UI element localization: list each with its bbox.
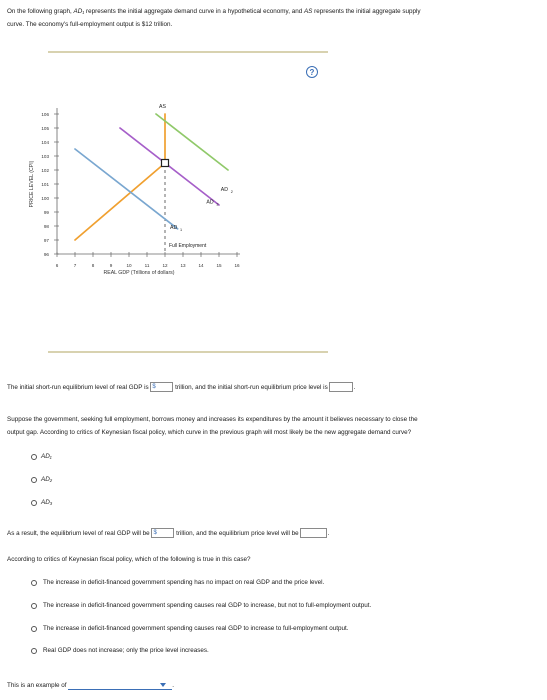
- question-new-ad-curve: [7, 413, 542, 439]
- radio-price-only[interactable]: [31, 648, 37, 654]
- y-tick-label: 102: [41, 168, 49, 173]
- ad3-label-subscript: 3: [216, 202, 219, 207]
- example-of-dropdown[interactable]: [68, 681, 172, 690]
- dollar-prefix: $: [152, 384, 156, 391]
- ad2-label: AD: [220, 187, 229, 193]
- y-axis-title: PRICE LEVEL (CPI): [29, 160, 35, 208]
- q5-period: .: [172, 682, 174, 689]
- divider-bottom: [48, 351, 328, 353]
- x-tick-label: 11: [144, 263, 150, 268]
- q1-text: trillion, and the initial short-run equilibrium price level is: [173, 384, 330, 391]
- radio-ad3[interactable]: [31, 500, 37, 506]
- option-ad1-label: AD₁: [41, 453, 52, 460]
- ad2-label-subscript: 2: [230, 190, 233, 194]
- q2-line-1: Suppose the government, seeking full employment, borrows money and increases its expenditures by the amount it believes necessary to close the: [7, 416, 418, 423]
- q3-text: trillion, and the equilibrium price level will be: [174, 530, 301, 537]
- q1-period: .: [353, 384, 356, 391]
- intro-part: represents the initial aggregate supply: [312, 8, 421, 15]
- ad1-label-subscript: 1: [180, 228, 183, 233]
- y-tick-label: 101: [41, 182, 49, 187]
- q2-line-2: output gap. According to critics of Keynesian fiscal policy, which curve in the previous graph will most likely be the new aggregate demand curve?: [7, 429, 412, 436]
- dollar-prefix: $: [153, 530, 157, 537]
- x-tick-label: 8: [91, 263, 95, 268]
- option-not-full-employment-label: The increase in deficit-financed government spending causes real GDP to increase, but not to full-employment output.: [43, 602, 372, 609]
- q5-text: This is an example of: [7, 682, 69, 689]
- question-new-equilibrium: [7, 527, 537, 540]
- y-tick-label: 97: [43, 238, 49, 243]
- ad3-label: AD: [206, 199, 214, 206]
- y-tick-label: 99: [43, 210, 49, 215]
- ad1-label: AD: [170, 225, 178, 232]
- divider-top: [48, 51, 328, 53]
- aggregate-demand-supply-chart: [0, 60, 340, 330]
- x-axis-title: REAL GDP (Trillions of dollars): [103, 270, 175, 276]
- y-tick-label: 98: [43, 224, 49, 229]
- y-tick-label: 104: [41, 140, 49, 145]
- radio-ad1[interactable]: [31, 454, 37, 460]
- x-tick-label: 13: [180, 263, 186, 268]
- initial-gdp-input[interactable]: [150, 382, 173, 392]
- intro-part: On the following graph,: [7, 8, 74, 15]
- x-tick-label: 12: [162, 263, 168, 268]
- initial-price-level-input[interactable]: [329, 382, 356, 392]
- x-tick-label: 10: [126, 263, 132, 268]
- question-example-of: [7, 679, 307, 692]
- y-tick-label: 100: [41, 196, 49, 201]
- equilibrium-marker: [162, 160, 169, 167]
- as-label: AS: [159, 104, 166, 110]
- new-gdp-input[interactable]: [151, 528, 174, 538]
- y-tick-label: 103: [41, 154, 49, 159]
- radio-not-full-employment[interactable]: [31, 603, 37, 609]
- intro-line-2: curve. The economy's full-employment output is $12 trillion.: [7, 21, 173, 28]
- full-employment-label: Full Employment: [169, 243, 207, 249]
- x-tick-label: 14: [198, 263, 204, 268]
- y-tick-label: 105: [41, 126, 49, 131]
- series-line-0: [75, 163, 165, 240]
- help-icon[interactable]: ?: [306, 66, 318, 78]
- question-initial-equilibrium: [7, 381, 537, 394]
- option-price-only-label: Real GDP does not increase; only the price level increases.: [43, 647, 209, 654]
- option-no-impact-label: The increase in deficit-financed government spending has no impact on real GDP and the price level.: [43, 579, 325, 586]
- series-line-4: [120, 128, 219, 205]
- option-ad3-label: AD₃: [41, 499, 53, 506]
- question-critics-view: According to critics of Keynesian fiscal policy, which of the following is true in this case?: [7, 556, 251, 563]
- y-tick-label: 96: [43, 252, 49, 257]
- option-ad2-label: AD₂: [41, 476, 53, 483]
- chevron-down-icon: [160, 683, 166, 687]
- x-tick-label: 6: [55, 263, 59, 268]
- option-full-employment-label: The increase in deficit-financed government spending causes real GDP to increase to full-employment output.: [43, 625, 349, 632]
- x-tick-label: 16: [234, 263, 240, 268]
- q1-text: The initial short-run equilibrium level of real GDP is: [7, 384, 151, 391]
- y-tick-label: 106: [41, 112, 49, 117]
- intro-as: AS: [303, 8, 313, 15]
- intro-ad1: AD₁: [73, 8, 85, 15]
- q3-text: As a result, the equilibrium level of real GDP will be: [7, 530, 152, 537]
- q3-period: .: [327, 530, 330, 537]
- new-price-level-input[interactable]: [300, 528, 330, 538]
- radio-no-impact[interactable]: [31, 580, 37, 586]
- x-tick-label: 9: [109, 263, 113, 268]
- x-tick-label: 7: [73, 263, 77, 268]
- intro-text: [7, 5, 539, 31]
- x-tick-label: 15: [216, 263, 222, 268]
- radio-full-employment[interactable]: [31, 626, 37, 632]
- radio-ad2[interactable]: [31, 477, 37, 483]
- intro-part: represents the initial aggregate demand curve in a hypothetical economy, and: [84, 8, 304, 15]
